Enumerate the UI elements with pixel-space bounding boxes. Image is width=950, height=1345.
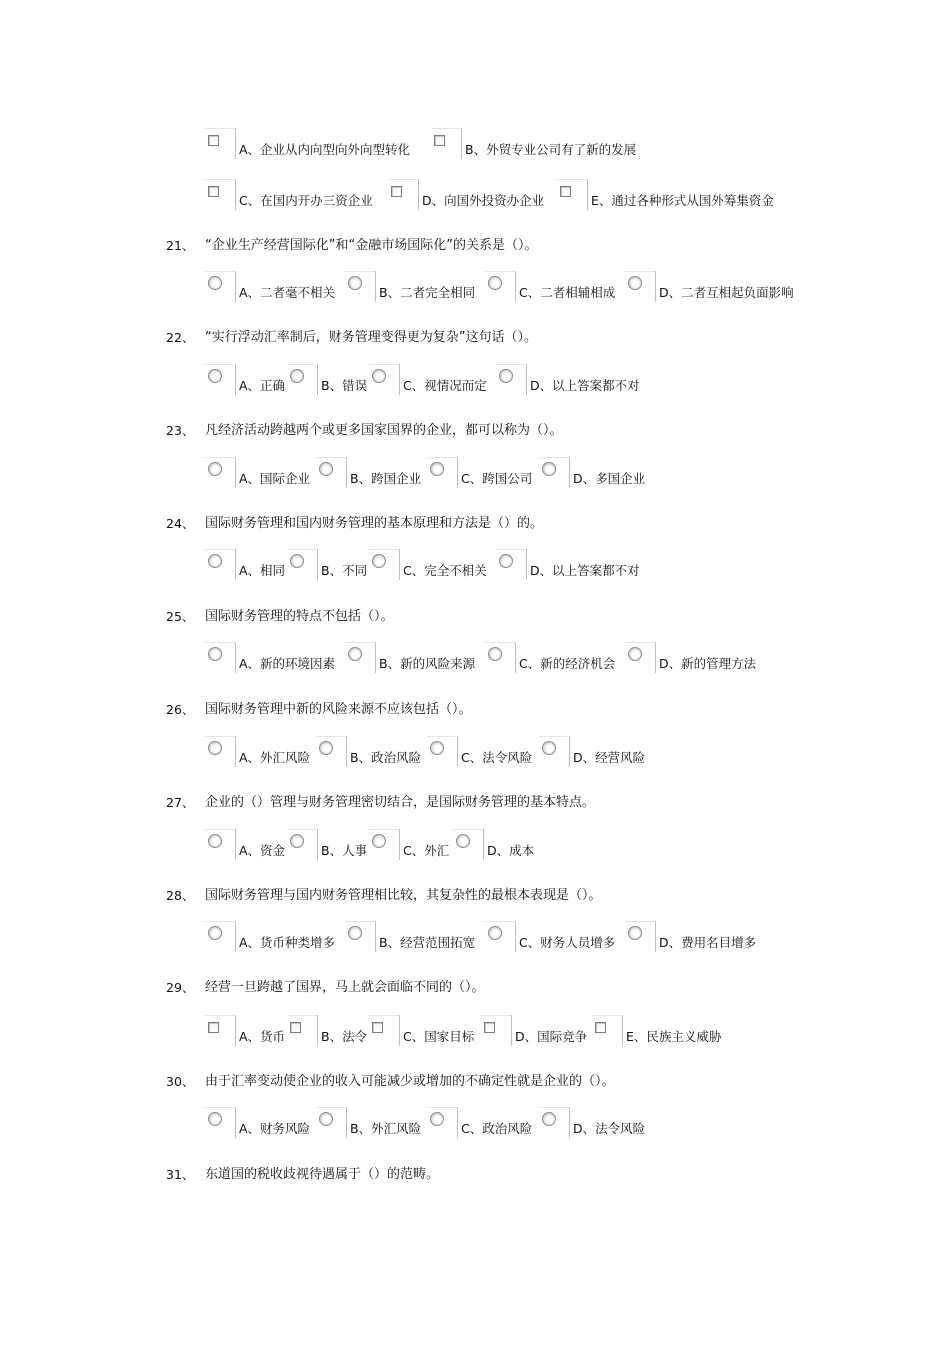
options-row <box>0 1107 950 1139</box>
radio-icon[interactable] <box>456 834 470 848</box>
options-row <box>0 271 950 303</box>
radio-icon[interactable] <box>208 741 222 755</box>
option-label: D、新的管理方法 <box>659 656 757 671</box>
radio-icon[interactable] <box>542 741 556 755</box>
option-label: C、新的经济机会 <box>519 656 616 671</box>
radio-icon[interactable] <box>290 369 304 383</box>
radio-control[interactable] <box>625 642 655 672</box>
checkbox-control[interactable] <box>205 179 235 209</box>
options-row <box>0 179 950 211</box>
option-label: C、外汇 <box>403 843 450 858</box>
option-label: D、以上答案都不对 <box>530 563 640 578</box>
option-label: A、相同 <box>239 563 286 578</box>
question-text: 国际财务管理的特点不包括（）。 <box>205 609 394 624</box>
option-label: D、二者互相起负面影响 <box>659 285 794 300</box>
radio-icon[interactable] <box>208 276 222 290</box>
option-label: A、正确 <box>239 378 286 393</box>
option-label: C、完全不相关 <box>403 563 487 578</box>
question-text: 由于汇率变动使企业的收入可能减少或增加的不确定性就是企业的（）。 <box>205 1074 615 1089</box>
checkbox-icon[interactable] <box>434 135 445 146</box>
radio-icon[interactable] <box>542 462 556 476</box>
radio-icon[interactable] <box>290 554 304 568</box>
question-text: 企业的（）管理与财务管理密切结合，是国际财务管理的基本特点。 <box>205 795 596 810</box>
checkbox-icon[interactable] <box>595 1022 606 1033</box>
checkbox-icon[interactable] <box>290 1022 301 1033</box>
option-label: D、经营风险 <box>573 750 646 765</box>
radio-icon[interactable] <box>628 926 642 940</box>
radio-icon[interactable] <box>628 647 642 661</box>
question-text: 国际财务管理和国内财务管理的基本原理和方法是（）的。 <box>205 516 544 531</box>
radio-icon[interactable] <box>628 276 642 290</box>
option-label: B、经营范围拓宽 <box>379 935 476 950</box>
radio-control[interactable] <box>316 457 346 487</box>
checkbox-icon[interactable] <box>208 186 219 197</box>
radio-control[interactable] <box>539 736 569 766</box>
option-label: D、国际竞争 <box>515 1029 588 1044</box>
radio-control[interactable] <box>369 364 399 394</box>
radio-control[interactable] <box>205 271 235 301</box>
radio-control[interactable] <box>485 642 515 672</box>
radio-icon[interactable] <box>372 834 386 848</box>
checkbox-icon[interactable] <box>208 135 219 146</box>
option-label: D、多国企业 <box>573 471 646 486</box>
option-label: C、法令风险 <box>461 750 533 765</box>
question-text: 凡经济活动跨越两个或更多国家国界的企业，都可以称为（）。 <box>205 423 563 438</box>
option-label: A、货币种类增多 <box>239 935 336 950</box>
radio-icon[interactable] <box>348 276 362 290</box>
option-label: B、错误 <box>321 378 368 393</box>
checkbox-control[interactable] <box>287 1015 317 1045</box>
options-row <box>0 457 950 489</box>
radio-control[interactable] <box>453 829 483 859</box>
option-label: B、政治风险 <box>350 750 422 765</box>
radio-control[interactable] <box>205 1107 235 1137</box>
checkbox-icon[interactable] <box>560 186 571 197</box>
radio-control[interactable] <box>496 549 526 579</box>
checkbox-control[interactable] <box>369 1015 399 1045</box>
radio-control[interactable] <box>539 1107 569 1137</box>
question-text: “企业生产经营国际化”和“金融市场国际化”的关系是（）。 <box>205 238 538 253</box>
radio-control[interactable] <box>369 829 399 859</box>
checkbox-control[interactable] <box>592 1015 622 1045</box>
radio-icon[interactable] <box>372 554 386 568</box>
question-number: 26、 <box>166 702 195 717</box>
option-label: C、财务人员增多 <box>519 935 616 950</box>
question-number: 22、 <box>166 330 195 345</box>
question-number: 30、 <box>166 1074 195 1089</box>
options-row <box>0 921 950 953</box>
radio-control[interactable] <box>345 271 375 301</box>
radio-control[interactable] <box>485 271 515 301</box>
option-label: D、法令风险 <box>573 1121 646 1136</box>
option-label: B、不同 <box>321 563 368 578</box>
radio-control[interactable] <box>205 829 235 859</box>
radio-icon[interactable] <box>430 1112 444 1126</box>
checkbox-control[interactable] <box>557 179 587 209</box>
radio-icon[interactable] <box>208 554 222 568</box>
radio-control[interactable] <box>205 364 235 394</box>
question-text: 经营一旦跨越了国界，马上就会面临不同的（）。 <box>205 980 485 995</box>
radio-icon[interactable] <box>348 647 362 661</box>
radio-icon[interactable] <box>208 1112 222 1126</box>
radio-control[interactable] <box>345 921 375 951</box>
option-label: B、外汇风险 <box>350 1121 422 1136</box>
radio-control[interactable] <box>345 642 375 672</box>
radio-icon[interactable] <box>499 554 513 568</box>
option-label: D、成本 <box>487 843 535 858</box>
radio-control[interactable] <box>205 736 235 766</box>
radio-icon[interactable] <box>499 369 513 383</box>
option-label: A、资金 <box>239 843 286 858</box>
option-label: D、以上答案都不对 <box>530 378 640 393</box>
option-label: A、货币 <box>239 1029 286 1044</box>
radio-control[interactable] <box>316 736 346 766</box>
options-row <box>0 549 950 581</box>
radio-control[interactable] <box>427 736 457 766</box>
option-label: A、国际企业 <box>239 471 311 486</box>
option-label: B、新的风险来源 <box>379 656 476 671</box>
radio-control[interactable] <box>316 1107 346 1137</box>
checkbox-control[interactable] <box>431 128 461 158</box>
options-row <box>0 829 950 861</box>
option-label: A、外汇风险 <box>239 750 311 765</box>
options-row <box>0 736 950 768</box>
radio-control[interactable] <box>205 642 235 672</box>
radio-control[interactable] <box>496 364 526 394</box>
radio-icon[interactable] <box>372 369 386 383</box>
question-number: 25、 <box>166 609 195 624</box>
checkbox-control[interactable] <box>205 128 235 158</box>
radio-icon[interactable] <box>542 1112 556 1126</box>
option-label: C、政治风险 <box>461 1121 533 1136</box>
radio-icon[interactable] <box>430 462 444 476</box>
radio-control[interactable] <box>205 921 235 951</box>
radio-control[interactable] <box>205 457 235 487</box>
radio-control[interactable] <box>287 364 317 394</box>
question-text: 东道国的税收歧视待遇属于（）的范畴。 <box>205 1167 440 1182</box>
checkbox-icon[interactable] <box>372 1022 383 1033</box>
radio-icon[interactable] <box>319 462 333 476</box>
radio-control[interactable] <box>427 457 457 487</box>
question-number: 23、 <box>166 423 195 438</box>
option-label: A、企业从内向型向外向型转化 <box>239 142 411 157</box>
option-label: D、费用名目增多 <box>659 935 757 950</box>
question-number: 29、 <box>166 980 195 995</box>
option-label: A、二者毫不相关 <box>239 285 336 300</box>
checkbox-control[interactable] <box>481 1015 511 1045</box>
radio-icon[interactable] <box>488 926 502 940</box>
question-number: 21、 <box>166 238 195 253</box>
radio-icon[interactable] <box>488 276 502 290</box>
option-label: B、人事 <box>321 843 368 858</box>
question-number: 28、 <box>166 888 195 903</box>
radio-icon[interactable] <box>348 926 362 940</box>
checkbox-icon[interactable] <box>484 1022 495 1033</box>
option-label: E、通过各种形式从国外筹集资金 <box>591 193 774 208</box>
option-label: A、财务风险 <box>239 1121 311 1136</box>
question-text: 国际财务管理与国内财务管理相比较，其复杂性的最根本表现是（）。 <box>205 888 602 903</box>
checkbox-control[interactable] <box>205 1015 235 1045</box>
option-label: C、跨国公司 <box>461 471 533 486</box>
options-row <box>0 642 950 674</box>
radio-control[interactable] <box>485 921 515 951</box>
question-text: 国际财务管理中新的风险来源不应该包括（）。 <box>205 702 472 717</box>
option-label: B、二者完全相同 <box>379 285 476 300</box>
radio-icon[interactable] <box>208 926 222 940</box>
option-label: C、二者相辅相成 <box>519 285 616 300</box>
option-label: C、国家目标 <box>403 1029 475 1044</box>
radio-control[interactable] <box>205 549 235 579</box>
question-number: 27、 <box>166 795 195 810</box>
radio-icon[interactable] <box>319 741 333 755</box>
option-label: C、在国内开办三资企业 <box>239 193 373 208</box>
radio-control[interactable] <box>369 549 399 579</box>
option-label: A、新的环境因素 <box>239 656 336 671</box>
checkbox-control[interactable] <box>388 179 418 209</box>
question-number: 31、 <box>166 1167 195 1182</box>
question-number: 24、 <box>166 516 195 531</box>
option-label: D、向国外投资办企业 <box>422 193 545 208</box>
option-label: E、民族主义威胁 <box>626 1029 722 1044</box>
radio-icon[interactable] <box>488 647 502 661</box>
radio-icon[interactable] <box>430 741 444 755</box>
radio-icon[interactable] <box>208 369 222 383</box>
radio-control[interactable] <box>427 1107 457 1137</box>
radio-control[interactable] <box>287 829 317 859</box>
option-label: B、跨国企业 <box>350 471 422 486</box>
radio-control[interactable] <box>625 921 655 951</box>
checkbox-icon[interactable] <box>208 1022 219 1033</box>
radio-icon[interactable] <box>208 462 222 476</box>
radio-icon[interactable] <box>208 834 222 848</box>
option-label: B、法令 <box>321 1029 368 1044</box>
radio-control[interactable] <box>287 549 317 579</box>
radio-icon[interactable] <box>290 834 304 848</box>
options-row <box>0 1015 950 1047</box>
question-text: “实行浮动汇率制后，财务管理变得更为复杂”这句话（）。 <box>205 330 537 345</box>
checkbox-icon[interactable] <box>391 186 402 197</box>
option-label: B、外贸专业公司有了新的发展 <box>465 142 637 157</box>
option-label: C、视情况而定 <box>403 378 487 393</box>
options-row <box>0 128 950 160</box>
radio-icon[interactable] <box>319 1112 333 1126</box>
radio-control[interactable] <box>625 271 655 301</box>
radio-control[interactable] <box>539 457 569 487</box>
radio-icon[interactable] <box>208 647 222 661</box>
options-row <box>0 364 950 396</box>
